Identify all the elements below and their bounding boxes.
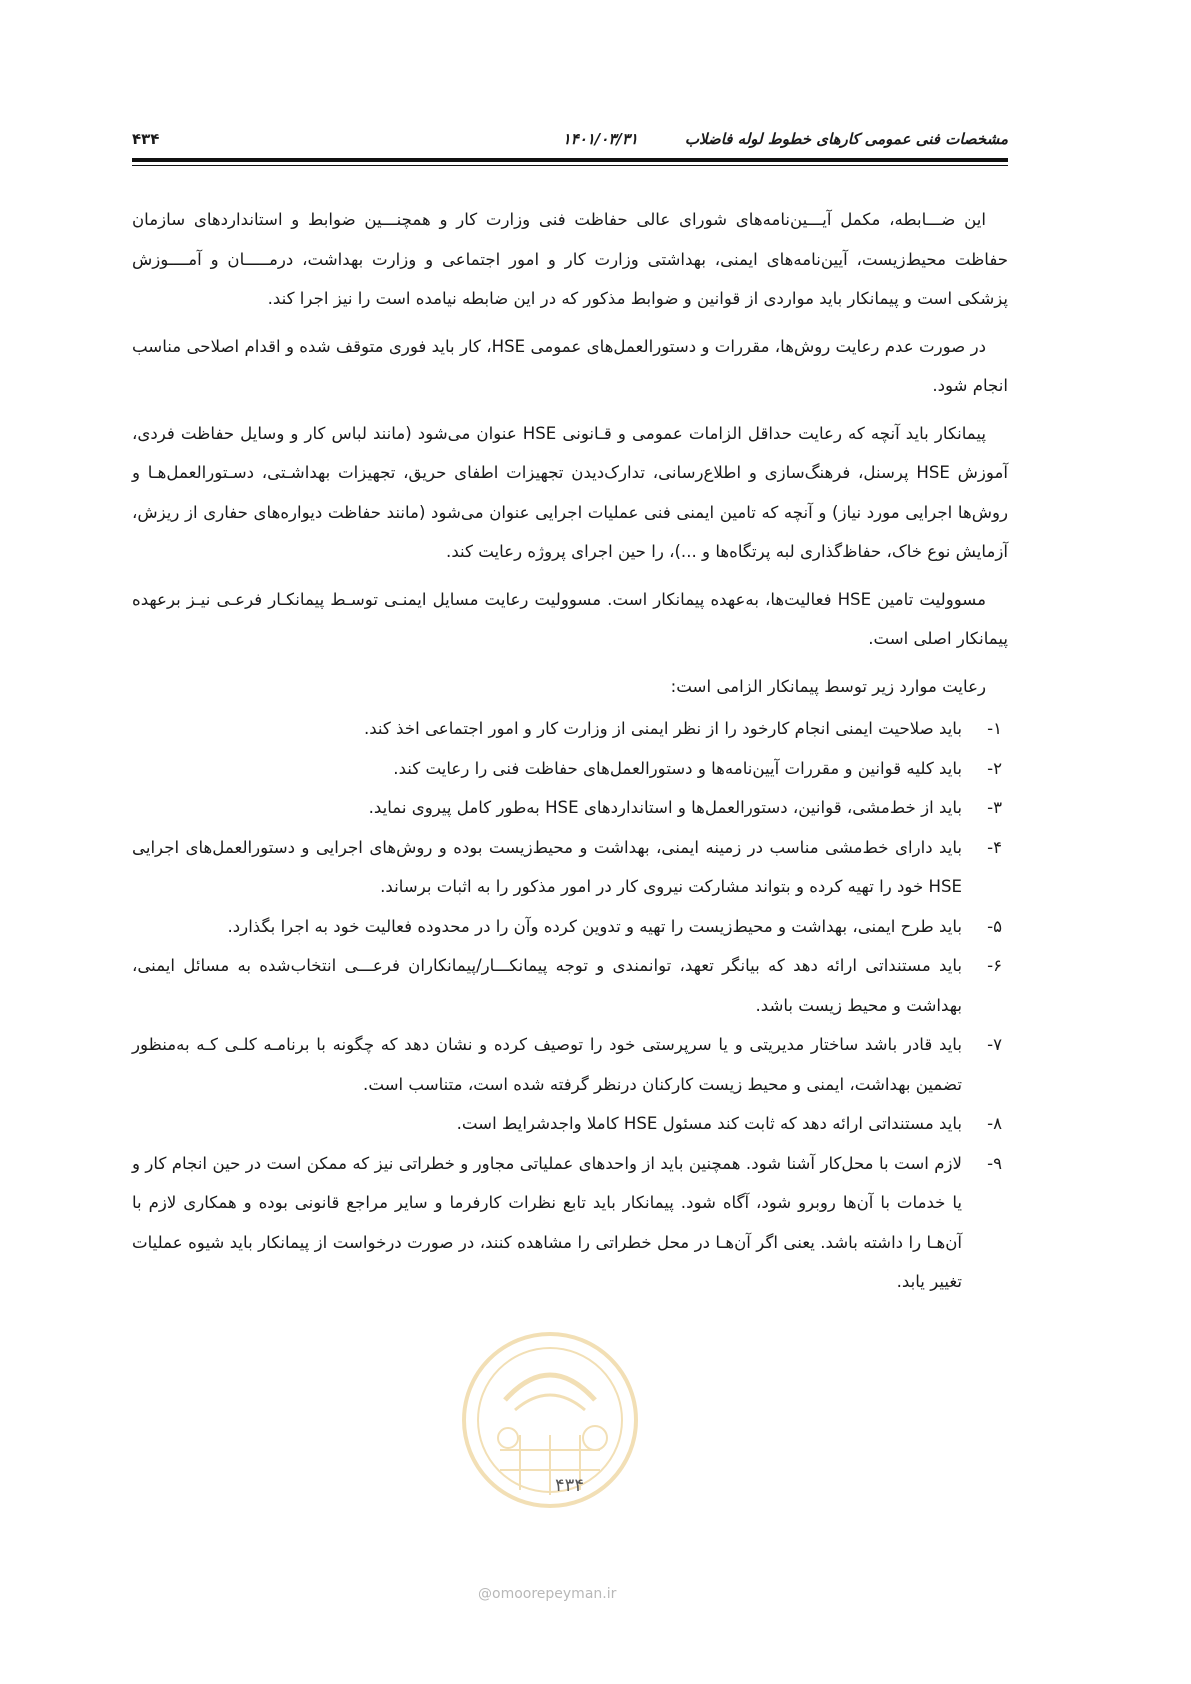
document-title: مشخصات فنی عمومی کارهای خطوط لوله فاضلاب [684,130,1008,148]
list-item [132,1104,1008,1144]
list-item [132,788,1008,828]
list-item-text: باید طرح ایمنی، بهداشت و محیط‌زیست را تهیه و تدوین کرده وآن را در محدوده فعالیت خود به اجرا بگذارد. [227,916,962,936]
list-item [132,1144,1008,1302]
requirements-list [132,709,1008,1302]
list-item [132,946,1008,1025]
list-item-text: باید دارای خط‌مشی مناسب در زمینه ایمنی، بهداشت و محیط‌زیست بوده و روش‌های اجرایی و دستورالعمل‌های اجرایی HSE خود را تهیه کرده و بتواند مشارکت نیروی کار در امور مذکور را به اثبات برساند. [132,837,962,896]
list-item-number: ۶- [987,956,1002,975]
list-item-text: باید قادر باشد ساختار مدیریتی و یا سرپرستی خود را توصیف کرده و نشان دهد که چگونه با برنامـه کلـی کـه به‌منظور تضمین بهداشت، ایمنی و محیط زیست کارکنان درنظر گرفته شده است، متناسب است. [132,1035,962,1094]
list-intro: رعایت موارد زیر توسط پیمانکار الزامی است: [670,676,986,696]
list-item-number: ۹- [987,1153,1002,1173]
list-item [132,828,1008,907]
document-date: ۱۴۰۱/۰۳/۳۱ [562,130,638,148]
header-rule-thin [132,165,1008,166]
seal-logo-icon [460,1330,640,1510]
header-rule-thick [132,158,1008,162]
list-item-text: لازم است با محل‌کار آشنا شود. همچنین باید از واحدهای عملیاتی مجاور و خطراتی نیز که ممکن است در حین انجام کار و یا خدمات با آن‌ها روبرو شود، آگاه شود. پیمانکار باید تابع نظرات کارفرما و سایر مراجع قانونی بوده و همکاری لازم با آن‌هـا را داشته باشد. یعنی اگر آن‌هـا در محل خطراتی را مشاهده کنند، در صورت درخواست از پیمانکار باید شیوه عملیات تغییر یابد. [132,1153,962,1291]
list-item [132,1025,1008,1104]
paragraph: این ضـــابطه، مکمل آیـــین‌نامه‌های شورای عالی حفاظت فنی وزارت کار و همچنـــین ضوابط و استانداردهای سازمان حفاظت محیط‌زیست، آیین‌نامه‌های ایمنی، بهداشتی وزارت کار و امور اجتماعی و وزارت بهداشت، درمـــــان و آمــــوزش پزشکی است و پیمانکار باید مواردی از قوانین و ضوابط مذکور که در این ضابطه نیامده است را نیز اجرا کند. [132,210,1008,308]
list-item-number: ۷- [987,1035,1002,1054]
list-item-text: باید از خط‌مشی، قوانین، دستورالعمل‌ها و استانداردهای HSE به‌طور کامل پیروی نماید. [368,798,962,817]
list-item-number: ۴- [987,837,1002,857]
list-item-text: باید مستنداتی ارائه دهد که ثابت کند مسئول HSE کاملا واجدشرایط است. [456,1114,962,1133]
list-item-number: ۳- [987,798,1002,817]
paragraph: پیمانکار باید آنچه که رعایت حداقل الزامات عمومی و قـانونی HSE عنوان می‌شود (مانند لباس کار و وسایل حفاظت فردی، آموزش HSE پرسنل، فرهنگ‌سازی و اطلاع‌رسانی، تدارک‌دیدن تجهیزات اطفای حریق، تجهیزات بهداشـتی، دسـتورالعمل‌هـا و روش‌ها اجرایی مورد نیاز) و آنچه که تامین ایمنی فنی عملیات اجرایی عنوان می‌شود (مانند حفاظت دیواره‌های حفاری از ریزش، آزمایش نوع خاک، حفاظ‌گذاری لبه پرتگاه‌ها و ...)، را حین اجرای پروژه رعایت کند. [132,423,1008,561]
list-item-number: ۱- [987,719,1002,738]
page-number: ۴۳۴ [132,130,160,148]
list-item-text: باید صلاحیت ایمنی انجام کارخود را از نظر ایمنی از وزارت کار و امور اجتماعی اخذ کند. [363,719,962,738]
list-item-text: باید کلیه قوانین و مقررات آیین‌نامه‌ها و دستورالعمل‌های حفاظت فنی را رعایت کند. [393,758,962,778]
paragraph: در صورت عدم رعایت روش‌ها، مقررات و دستورالعمل‌های عمومی HSE، کار باید فوری متوقف شده و اقدام اصلاحی مناسب انجام شود. [132,336,1008,395]
watermark-text: @omoorepeyman.ir [478,1586,617,1602]
paragraph: مسوولیت تامین HSE فعالیت‌ها، به‌عهده پیمانکار است. مسوولیت رعایت مسایل ایمنـی توسـط پیمانکـار فرعـی نیـز برعهده پیمانکار اصلی است. [132,589,1008,648]
list-item-number: ۵- [987,916,1002,936]
list-item [132,709,1008,749]
list-item-number: ۲- [987,758,1002,778]
body-text [132,200,1008,1302]
list-item [132,749,1008,789]
list-item [132,907,1008,947]
seal-page-number: ۴۳۴ [555,1475,585,1496]
list-item-number: ۸- [987,1114,1002,1133]
list-item-text: باید مستنداتی ارائه دهد که بیانگر تعهد، توانمندی و توجه پیمانکـــار/پیمانکاران فرعـــی انتخاب‌شده به مسائل ایمنی، بهداشت و محیط زیست باشد. [132,956,962,1015]
